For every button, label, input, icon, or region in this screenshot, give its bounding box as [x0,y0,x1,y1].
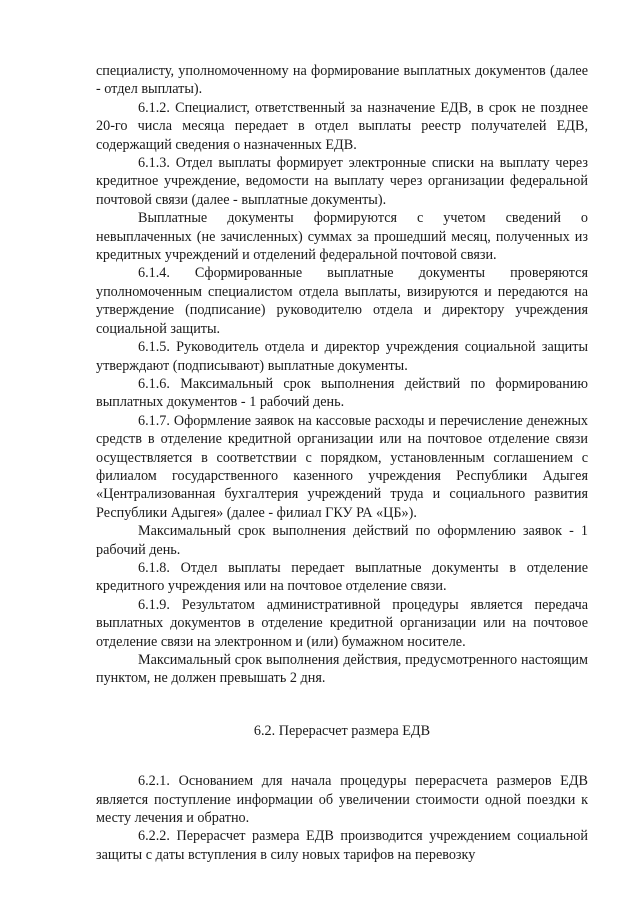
paragraph-6-1-5: 6.1.5. Руководитель отдела и директор учреждения социальной защиты утверждают (подписывают) выплатные документы. [96,339,588,374]
paragraph-6-1-2: 6.1.2. Специалист, ответственный за назначение ЕДВ, в срок не позднее 20-го числа месяца передает в отдел выплаты реестр получателей ЕДВ, содержащий сведения о назначенных ЕДВ. [96,99,588,153]
paragraph-6-1-4: 6.1.4. Сформированные выплатные документы проверяются уполномоченным специалистом отдела выплаты, визируются и передаются на утверждение (подписание) руководителю отдела и директору учреждения социальной защиты. [96,265,588,337]
paragraph-6-2-1: 6.2.1. Основанием для начала процедуры перерасчета размеров ЕДВ является поступление информации об увеличении стоимости одной поездки к месту лечения и обратно. [96,773,588,827]
paragraph-6-1-3: 6.1.3. Отдел выплаты формирует электронные списки на выплату через кредитное учреждение, ведомости на выплату через организации федеральной почтовой связи (далее - выплатные документы). [96,155,588,208]
section-heading: 6.2. Перерасчет размера ЕДВ [253,722,431,739]
paragraph-payment-docs: Выплатные документы формируются с учетом сведений о невыплаченных (не зачисленных) суммах за прошедший месяц, полученных из кредитных учреждений и отделений федеральной почтовой связи. [96,210,588,264]
paragraph-max-term-action: Максимальный срок выполнения действия, предусмотренного настоящим пунктом, не должен превышать 2 дня. [96,652,588,687]
paragraph-max-term-applications: Максимальный срок выполнения действий по оформлению заявок - 1 рабочий день. [96,523,588,558]
paragraph-continuation: специалисту, уполномоченному на формирование выплатных документов (далее - отдел выплаты). [96,63,588,98]
document-page [96,62,588,864]
paragraph-6-1-9: 6.1.9. Результатом административной процедуры является передача выплатных документов в отделение кредитной организации или на почтовое отделение связи на электронном и (или) бумажном носителе. [96,596,588,650]
paragraph-6-1-6: 6.1.6. Максимальный срок выполнения действий по формированию выплатных документов - 1 рабочий день. [96,375,588,411]
paragraph-6-1-7: 6.1.7. Оформление заявок на кассовые расходы и перечисление денежных средств в отделение кредитной организации или на почтовое отделение связи осуществляется в соответствии с порядком, установленным соглашением с филиалом государственного казенного учреждения Республики Адыгея «Централизованная бухгалтерия учреждений труда и социального развития Республики Адыгея» (далее - филиал ГКУ РА «ЦБ»). [96,412,588,521]
paragraph-6-1-8: 6.1.8. Отдел выплаты передает выплатные документы в отделение кредитного учреждения или на почтовое отделение связи. [96,559,588,595]
paragraph-6-2-2: 6.2.2. Перерасчет размера ЕДВ производится учреждением социальной защиты с даты вступления в силу новых тарифов на перевозку [96,828,588,863]
